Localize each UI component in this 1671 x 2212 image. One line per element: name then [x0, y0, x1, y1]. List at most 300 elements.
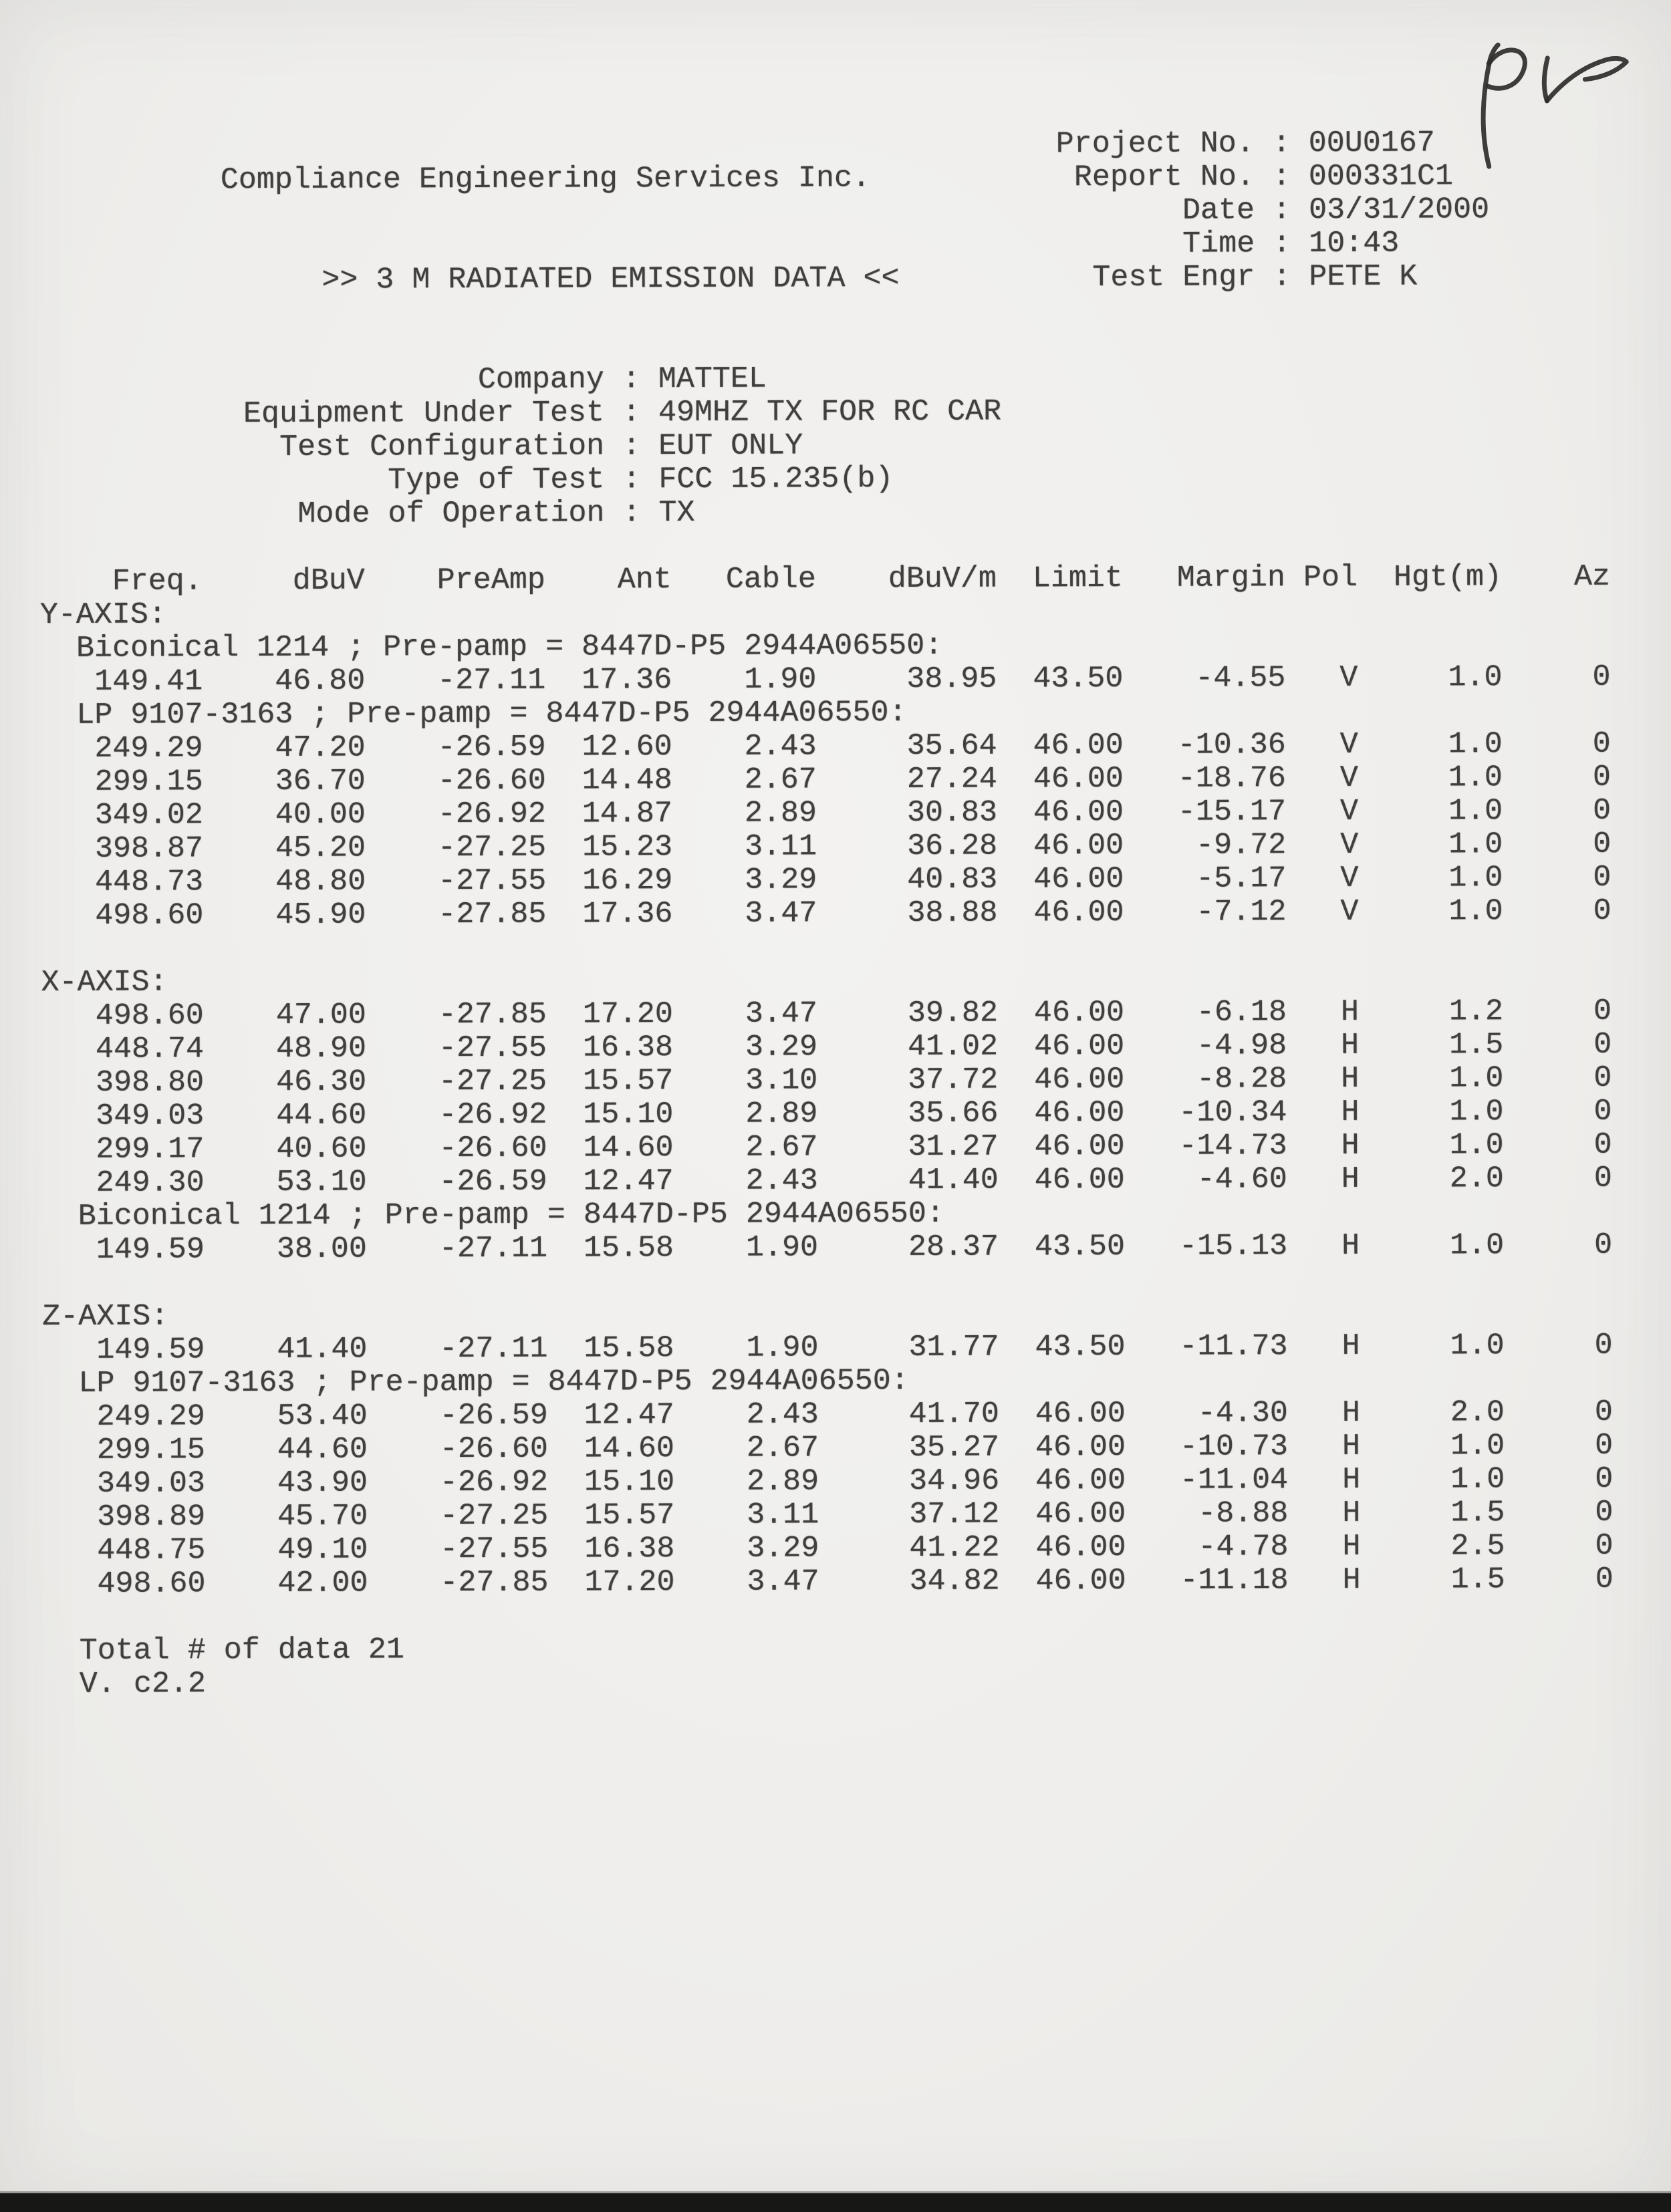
kv-separator: :: [1255, 227, 1309, 261]
cell-freq: 448.74: [95, 1032, 205, 1067]
info-row-eut: [243, 395, 1001, 431]
cell-hgt: 1.5: [1450, 1496, 1505, 1530]
cell-limit: 46.00: [1035, 1496, 1126, 1532]
cell-dbuv: 38.00: [276, 1232, 367, 1266]
cell-preamp: -26.60: [437, 763, 546, 799]
cell-ant: 12.47: [584, 1398, 674, 1433]
cell-margin: -6.18: [1196, 995, 1287, 1030]
cell-hgt: 1.5: [1450, 1562, 1505, 1597]
cell-ant: 15.57: [584, 1498, 675, 1533]
cell-limit: 46.00: [1033, 761, 1124, 797]
cell-ant: 12.47: [583, 1164, 674, 1199]
meta-row-time: [1056, 227, 1489, 261]
cell-limit: 46.00: [1033, 828, 1124, 863]
cell-dbuv: 48.90: [275, 1031, 367, 1066]
cell-cable: 1.90: [744, 662, 817, 697]
cell-preamp: -26.59: [437, 730, 546, 765]
cell-hgt: 1.0: [1450, 1228, 1505, 1263]
cell-cable: 3.47: [745, 896, 817, 931]
cell-hgt: 1.5: [1449, 1028, 1504, 1063]
cell-margin: -18.76: [1177, 761, 1286, 796]
info-row-mode: [243, 495, 1001, 531]
cell-az: 0: [1593, 1127, 1612, 1162]
cell-freq: 398.89: [97, 1500, 206, 1534]
table-row: [1, 1562, 1671, 1601]
info-label: Mode of Operation: [297, 496, 605, 531]
cell-dbuvm: 28.37: [908, 1230, 999, 1264]
cell-margin: -4.98: [1196, 1028, 1287, 1063]
cell-freq: 349.03: [96, 1466, 206, 1501]
cell-dbuv: 46.80: [275, 664, 366, 698]
cell-ant: 16.38: [584, 1532, 675, 1566]
meta-row-project: [1056, 126, 1489, 161]
column-header-row: [0, 560, 1670, 599]
emission-data-table: [0, 560, 1671, 1601]
cell-cable: 3.10: [745, 1063, 818, 1098]
test-type-value: FCC 15.235(b): [658, 461, 894, 497]
cell-hgt: 1.0: [1448, 861, 1503, 895]
cell-margin: -15.13: [1178, 1229, 1288, 1264]
cell-hgt: 1.0: [1449, 1061, 1504, 1096]
cell-freq: 249.29: [96, 1399, 205, 1434]
cell-limit: 46.00: [1033, 795, 1124, 830]
table-row: [0, 1095, 1671, 1133]
cell-ant: 16.38: [582, 1030, 674, 1065]
cell-az: 0: [1594, 1428, 1614, 1463]
report-title: >> 3 M RADIATED EMISSION DATA <<: [322, 261, 900, 297]
cell-dbuv: 40.00: [275, 797, 366, 832]
cell-hgt: 1.0: [1448, 761, 1503, 795]
cell-hgt: 1.0: [1448, 794, 1503, 829]
cell-dbuv: 53.10: [276, 1165, 367, 1200]
cell-freq: 249.29: [94, 731, 203, 766]
cell-cable: 2.89: [744, 796, 817, 831]
cell-dbuv: 47.20: [275, 730, 366, 765]
info-row-test-type: [243, 462, 1001, 498]
cell-dbuv: 44.60: [276, 1098, 367, 1133]
table-row: [0, 861, 1670, 900]
column-header-dbuv: dBuV: [292, 563, 365, 598]
cell-cable: 2.43: [745, 1163, 818, 1198]
report-number: 000331C1: [1308, 159, 1454, 194]
cell-az: 0: [1595, 1462, 1614, 1496]
cell-preamp: -26.59: [439, 1398, 548, 1433]
cell-freq: 299.17: [96, 1132, 205, 1167]
cell-hgt: 2.5: [1450, 1529, 1505, 1564]
cell-cable: 3.47: [745, 996, 817, 1031]
cell-cable: 1.90: [745, 1230, 819, 1265]
cell-hgt: 1.0: [1450, 1462, 1505, 1497]
cell-az: 0: [1595, 1495, 1614, 1530]
cell-pol: V: [1339, 727, 1358, 762]
cell-dbuvm: 41.02: [907, 1029, 999, 1064]
cell-margin: -10.34: [1178, 1095, 1287, 1130]
report-date: 03/31/2000: [1308, 192, 1490, 228]
test-engineer: PETE K: [1309, 259, 1418, 295]
cell-ant: 15.58: [584, 1331, 674, 1366]
cell-limit: 46.00: [1035, 1563, 1126, 1599]
cell-cable: 2.67: [745, 1130, 818, 1165]
table-row: [1, 1462, 1671, 1501]
eut-info-block: [243, 362, 1002, 531]
cell-preamp: -27.85: [438, 897, 547, 932]
cell-dbuvm: 36.28: [907, 829, 998, 863]
cell-hgt: 1.0: [1450, 1329, 1505, 1363]
table-row: [1, 1228, 1671, 1267]
kv-separator: :: [604, 429, 659, 464]
cell-az: 0: [1595, 1528, 1614, 1563]
cell-az: 0: [1593, 1094, 1612, 1129]
cell-cable: 2.43: [744, 729, 817, 764]
table-row: [1, 1429, 1671, 1468]
cell-az: 0: [1595, 1562, 1614, 1597]
cell-pol: H: [1341, 1228, 1360, 1263]
cell-ant: 15.58: [583, 1231, 674, 1266]
cell-dbuv: 45.90: [275, 897, 366, 932]
cell-preamp: -27.85: [440, 1565, 549, 1601]
cell-limit: 46.00: [1033, 1028, 1125, 1064]
cell-limit: 46.00: [1033, 728, 1124, 763]
cell-dbuv: 42.00: [277, 1566, 368, 1601]
cell-dbuvm: 34.96: [909, 1464, 1000, 1498]
cell-freq: 448.75: [97, 1533, 206, 1568]
cell-pol: H: [1341, 1128, 1360, 1163]
cell-freq: 498.60: [97, 1566, 206, 1601]
cell-cable: 2.67: [744, 763, 817, 797]
cell-dbuv: 48.80: [275, 864, 366, 899]
cell-limit: 46.00: [1034, 1129, 1125, 1164]
column-header-limit: Limit: [1032, 561, 1123, 596]
cell-pol: V: [1340, 827, 1359, 862]
cell-dbuvm: 34.82: [909, 1564, 1000, 1599]
axis-label: Y-AXIS:: [39, 597, 166, 632]
cell-ant: 17.36: [582, 897, 673, 932]
cell-dbuvm: 38.95: [906, 662, 997, 696]
column-header-preamp: PreAmp: [436, 563, 545, 598]
cell-cable: 3.11: [744, 829, 817, 864]
cell-dbuv: 45.20: [275, 831, 366, 865]
table-row: [0, 894, 1670, 933]
cell-preamp: -27.11: [439, 1331, 548, 1367]
table-row: [0, 660, 1670, 699]
report-time: 10:43: [1309, 226, 1400, 261]
cell-az: 0: [1594, 1228, 1613, 1262]
kv-separator: :: [1254, 126, 1309, 161]
cell-cable: 2.67: [746, 1431, 819, 1466]
info-label: Equipment Under Test: [243, 396, 605, 432]
table-row: [0, 794, 1670, 833]
info-label: Test Configuration: [279, 429, 605, 464]
cell-az: 0: [1594, 1395, 1613, 1429]
cell-limit: 46.00: [1033, 895, 1124, 930]
column-header-margin: Margin: [1176, 561, 1285, 595]
kv-separator: :: [604, 462, 659, 497]
column-header-cable: Cable: [725, 562, 816, 597]
cell-freq: 149.59: [96, 1232, 205, 1267]
cell-margin: -11.18: [1180, 1563, 1289, 1598]
cell-dbuv: 47.00: [275, 998, 366, 1032]
cell-freq: 149.41: [94, 664, 203, 699]
cell-dbuvm: 27.24: [906, 762, 997, 797]
table-row: [0, 994, 1671, 1033]
cell-margin: -4.78: [1198, 1530, 1289, 1564]
cell-preamp: -27.55: [438, 1030, 547, 1066]
table-row: [0, 1161, 1671, 1200]
cell-pol: H: [1340, 994, 1360, 1029]
cell-cable: 2.89: [745, 1097, 818, 1131]
cell-ant: 15.10: [583, 1097, 674, 1132]
cell-dbuv: 49.10: [277, 1532, 368, 1567]
blank-line: [1, 1262, 1671, 1300]
scanner-edge-bar: [0, 2193, 1671, 2212]
cell-cable: 3.29: [745, 1030, 818, 1065]
cell-cable: 1.90: [746, 1331, 819, 1365]
cell-cable: 3.29: [745, 863, 817, 897]
cell-az: 0: [1593, 1027, 1612, 1062]
cell-pol: H: [1342, 1562, 1361, 1597]
cell-margin: -10.36: [1177, 728, 1286, 763]
cell-hgt: 2.0: [1449, 1161, 1504, 1196]
meta-label: Project No.: [1055, 126, 1255, 162]
cell-az: 0: [1592, 660, 1611, 694]
column-header-freq: Freq.: [112, 564, 203, 599]
cell-dbuv: 43.90: [277, 1466, 368, 1500]
kv-separator: :: [604, 362, 658, 397]
cell-ant: 17.20: [584, 1565, 675, 1600]
meta-row-date: [1056, 193, 1489, 228]
axis-label: Z-AXIS:: [42, 1299, 169, 1334]
table-row: [0, 827, 1670, 866]
axis-label: X-AXIS:: [41, 965, 168, 1000]
cell-hgt: 1.0: [1448, 894, 1503, 929]
cell-pol: V: [1339, 660, 1358, 695]
cell-az: 0: [1593, 827, 1612, 861]
cell-margin: -15.17: [1177, 795, 1287, 829]
cell-margin: -8.88: [1198, 1496, 1289, 1531]
cell-freq: 448.73: [95, 865, 204, 900]
cell-ant: 15.57: [583, 1064, 674, 1099]
cell-pol: H: [1341, 1161, 1360, 1196]
cell-dbuvm: 37.12: [909, 1497, 1000, 1532]
cell-margin: -7.12: [1196, 895, 1287, 930]
cell-limit: 43.50: [1034, 1229, 1126, 1264]
cell-az: 0: [1592, 726, 1611, 761]
company-value: MATTEL: [658, 362, 767, 397]
cell-hgt: 1.0: [1449, 1095, 1504, 1129]
cell-freq: 398.87: [94, 831, 204, 866]
cell-hgt: 2.0: [1450, 1395, 1505, 1430]
cell-dbuv: 53.40: [277, 1399, 368, 1433]
cell-limit: 46.00: [1035, 1530, 1126, 1565]
cell-az: 0: [1593, 1061, 1612, 1095]
cell-limit: 46.00: [1033, 861, 1124, 897]
cell-hgt: 1.2: [1448, 994, 1504, 1029]
cell-dbuvm: 31.77: [908, 1330, 999, 1365]
cell-ant: 17.20: [582, 997, 673, 1032]
cell-az: 0: [1593, 1161, 1612, 1196]
cell-ant: 14.60: [584, 1431, 674, 1466]
column-header-pol: Pol: [1303, 560, 1358, 595]
cell-preamp: -27.85: [438, 997, 547, 1032]
cell-dbuvm: 30.83: [906, 795, 998, 830]
cell-preamp: -26.92: [438, 1097, 547, 1133]
cell-hgt: 1.0: [1449, 1128, 1504, 1163]
table-row: [1, 1395, 1671, 1434]
meta-label: Date: [1182, 193, 1255, 228]
cell-limit: 46.00: [1035, 1429, 1126, 1465]
info-row-config: [243, 428, 1001, 464]
cell-pol: V: [1340, 894, 1359, 929]
cell-ant: 14.87: [582, 797, 672, 831]
info-row-company: [243, 362, 1001, 398]
column-header-ant: Ant: [617, 563, 672, 597]
meta-row-report: [1056, 160, 1489, 194]
cell-hgt: 1.0: [1450, 1429, 1505, 1464]
cell-preamp: -26.60: [438, 1131, 547, 1166]
column-header-dbuvm: dBuV/m: [888, 561, 997, 597]
info-label: Company: [477, 362, 604, 397]
cell-hgt: 1.0: [1448, 727, 1503, 762]
cell-pol: H: [1341, 1095, 1360, 1129]
cell-limit: 43.50: [1035, 1329, 1126, 1365]
cell-pol: V: [1340, 861, 1359, 895]
cell-limit: 46.00: [1035, 1396, 1126, 1431]
cell-ant: 14.60: [583, 1131, 674, 1165]
cell-pol: H: [1342, 1462, 1361, 1497]
cell-freq: 249.30: [96, 1165, 205, 1200]
cell-dbuv: 40.60: [276, 1131, 367, 1166]
cell-margin: -4.55: [1195, 661, 1286, 696]
cell-preamp: -26.60: [439, 1431, 548, 1467]
kv-separator: :: [604, 496, 659, 531]
table-row: [0, 1128, 1671, 1167]
cell-freq: 498.60: [95, 998, 204, 1033]
cell-cable: 3.11: [747, 1498, 819, 1532]
column-header-hgt: Hgt(m): [1393, 560, 1503, 595]
cell-margin: -9.72: [1196, 828, 1287, 863]
antenna-note: Biconical 1214 ; Pre-pamp = 8447D-P5 2944A06550:: [78, 1196, 944, 1234]
cell-margin: -8.28: [1196, 1062, 1287, 1097]
cell-margin: -5.17: [1196, 861, 1287, 896]
info-label: Type of Test: [388, 462, 605, 498]
meta-row-engineer: [1056, 260, 1489, 295]
cell-cable: 2.43: [746, 1397, 819, 1432]
cell-preamp: -27.11: [438, 1231, 548, 1266]
cell-margin: -11.73: [1179, 1329, 1288, 1364]
cell-freq: 349.03: [96, 1099, 205, 1133]
cell-freq: 299.15: [96, 1433, 205, 1468]
cell-margin: -10.73: [1179, 1429, 1289, 1464]
cell-preamp: -27.55: [440, 1532, 549, 1567]
total-data-count: Total # of data 21: [79, 1633, 404, 1668]
cell-az: 0: [1593, 860, 1612, 895]
cell-pol: V: [1339, 761, 1358, 795]
cell-dbuvm: 41.40: [908, 1163, 999, 1198]
cell-freq: 498.60: [95, 898, 204, 933]
antenna-note: LP 9107-3163 ; Pre-pamp = 8447D-P5 2944A06550:: [78, 1363, 909, 1401]
cell-dbuvm: 41.70: [908, 1397, 999, 1431]
cell-pol: H: [1341, 1061, 1360, 1096]
table-row: [0, 1061, 1671, 1100]
cell-preamp: -27.25: [437, 830, 547, 865]
cell-preamp: -26.92: [437, 797, 546, 832]
cell-dbuvm: 35.27: [908, 1430, 1000, 1465]
blank-line: [0, 928, 1671, 966]
cell-limit: 46.00: [1034, 1162, 1125, 1198]
cell-pol: H: [1341, 1028, 1360, 1063]
cell-dbuvm: 39.82: [907, 996, 998, 1030]
cell-az: 0: [1592, 760, 1612, 795]
cell-limit: 46.00: [1034, 1062, 1125, 1097]
cell-freq: 299.15: [94, 765, 203, 799]
table-row: [1, 1496, 1671, 1534]
meta-label: Time: [1182, 227, 1255, 261]
cell-preamp: -27.25: [440, 1498, 549, 1534]
cell-preamp: -27.55: [438, 863, 547, 899]
cell-dbuvm: 41.22: [909, 1530, 1000, 1565]
kv-separator: :: [1255, 260, 1309, 295]
cell-limit: 43.50: [1033, 661, 1124, 696]
table-row: [0, 727, 1670, 766]
cell-az: 0: [1593, 893, 1612, 928]
cell-dbuvm: 31.27: [908, 1129, 999, 1164]
cell-ant: 12.60: [582, 730, 672, 765]
cell-dbuvm: 40.83: [907, 862, 998, 897]
cell-ant: 14.48: [582, 763, 672, 798]
antenna-note: Biconical 1214 ; Pre-pamp = 8447D-P5 2944A06550:: [76, 628, 943, 666]
project-number: 00U0167: [1308, 126, 1435, 161]
cell-az: 0: [1592, 793, 1612, 828]
cell-dbuvm: 35.64: [906, 728, 997, 763]
cell-pol: H: [1342, 1529, 1361, 1564]
cell-az: 0: [1593, 994, 1612, 1028]
kv-separator: :: [1254, 193, 1309, 228]
cell-limit: 46.00: [1035, 1463, 1126, 1498]
cell-dbuvm: 38.88: [907, 895, 998, 930]
cell-ant: 17.36: [582, 663, 672, 698]
table-row: [0, 1028, 1671, 1067]
mode-value: TX: [658, 495, 695, 531]
cell-margin: -4.30: [1197, 1396, 1288, 1431]
cell-az: 0: [1594, 1328, 1613, 1363]
cell-limit: 46.00: [1034, 1095, 1125, 1131]
cell-preamp: -27.25: [438, 1064, 547, 1099]
kv-separator: :: [604, 396, 659, 430]
cell-margin: -4.60: [1196, 1162, 1287, 1197]
cell-cable: 3.29: [747, 1531, 819, 1566]
cell-preamp: -26.92: [439, 1465, 549, 1500]
cell-dbuvm: 37.72: [908, 1063, 999, 1097]
cell-freq: 149.59: [96, 1333, 205, 1367]
kv-separator: :: [1254, 160, 1309, 194]
eut-value: 49MHZ TX FOR RC CAR: [658, 394, 1002, 430]
cell-hgt: 1.0: [1448, 827, 1503, 862]
cell-cable: 3.47: [747, 1564, 819, 1599]
cell-limit: 46.00: [1033, 995, 1125, 1030]
cell-cable: 2.89: [746, 1464, 819, 1499]
report-meta-block: [1056, 126, 1490, 295]
cell-dbuv: 46.30: [276, 1065, 367, 1099]
cell-ant: 15.10: [584, 1465, 675, 1500]
cell-pol: H: [1341, 1429, 1361, 1464]
cell-pol: V: [1339, 794, 1359, 829]
config-value: EUT ONLY: [658, 428, 803, 464]
column-header-az: Az: [1573, 559, 1611, 594]
company-name: Compliance Engineering Services Inc.: [220, 161, 871, 198]
cell-pol: H: [1341, 1395, 1360, 1430]
meta-label: Report No.: [1073, 160, 1255, 195]
cell-margin: -11.04: [1180, 1463, 1289, 1498]
